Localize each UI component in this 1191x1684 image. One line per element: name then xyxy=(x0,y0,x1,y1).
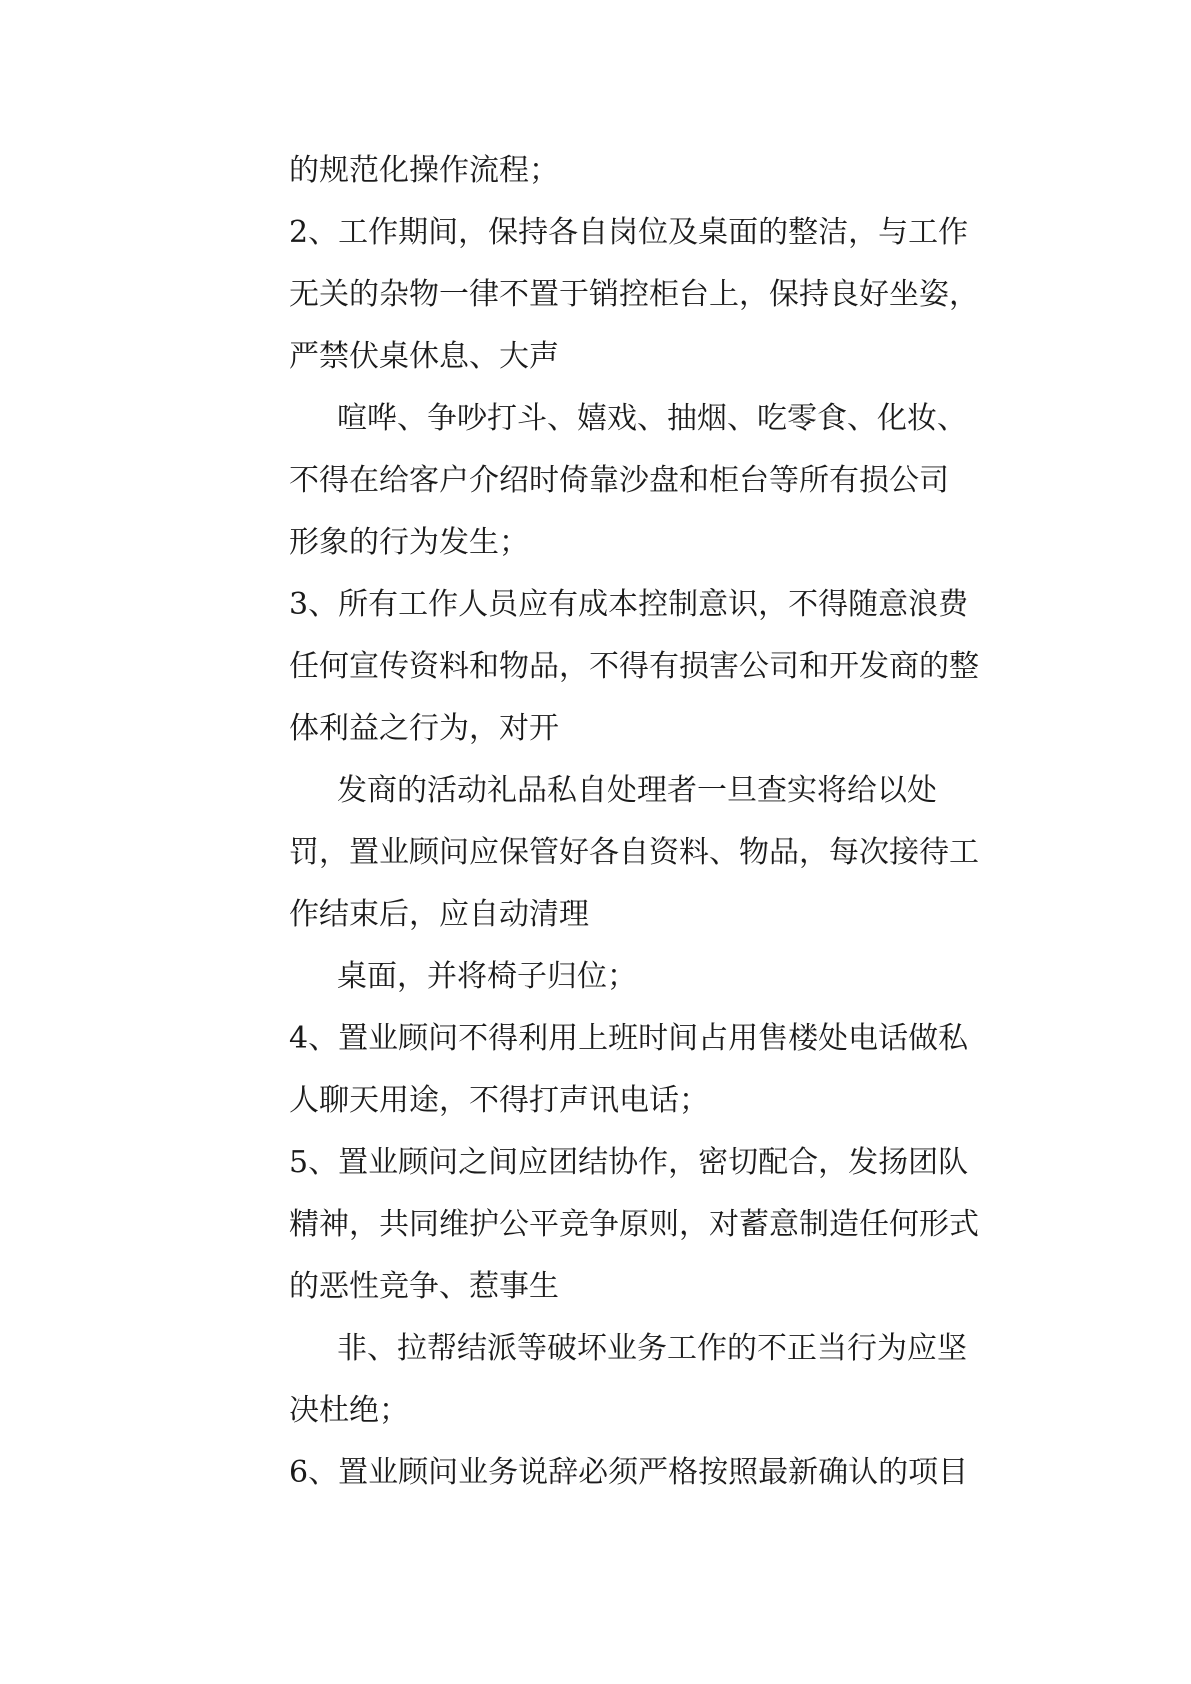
text-line: 形象的行为发生； xyxy=(289,525,529,560)
text-line: 体利益之行为，对开 xyxy=(289,711,559,746)
text-line: 发商的活动礼品私自处理者一旦查实将给以处 xyxy=(337,773,937,808)
text-line: 无关的杂物一律不置于销控柜台上，保持良好坐姿， xyxy=(289,277,979,312)
text-line: 桌面，并将椅子归位； xyxy=(337,959,637,994)
text-line: 喧哗、争吵打斗、嬉戏、抽烟、吃零食、化妆、 xyxy=(337,401,967,436)
text-line: 精神，共同维护公平竞争原则，对蓄意制造任何形式 xyxy=(289,1207,979,1242)
body-text xyxy=(289,140,1029,1504)
text-line: 5、置业顾问之间应团结协作，密切配合，发扬团队 xyxy=(289,1145,969,1180)
text-line: 决杜绝； xyxy=(289,1393,409,1428)
text-line: 3、所有工作人员应有成本控制意识，不得随意浪费 xyxy=(289,587,969,622)
text-line: 2、工作期间，保持各自岗位及桌面的整洁，与工作 xyxy=(289,215,969,250)
text-line: 罚，置业顾问应保管好各自资料、物品，每次接待工 xyxy=(289,835,979,870)
text-line: 非、拉帮结派等破坏业务工作的不正当行为应坚 xyxy=(337,1331,967,1366)
text-line: 6、置业顾问业务说辞必须严格按照最新确认的项目 xyxy=(289,1455,969,1490)
text-line: 的恶性竞争、惹事生 xyxy=(289,1269,559,1304)
text-line: 4、置业顾问不得利用上班时间占用售楼处电话做私 xyxy=(289,1021,969,1056)
text-line: 人聊天用途，不得打声讯电话； xyxy=(289,1083,709,1118)
text-line: 严禁伏桌休息、大声 xyxy=(289,339,559,374)
text-line: 作结束后，应自动清理 xyxy=(289,897,589,932)
text-line: 不得在给客户介绍时倚靠沙盘和柜台等所有损公司 xyxy=(289,463,949,498)
text-line: 任何宣传资料和物品，不得有损害公司和开发商的整 xyxy=(289,649,979,684)
text-line: 的规范化操作流程； xyxy=(289,153,559,188)
